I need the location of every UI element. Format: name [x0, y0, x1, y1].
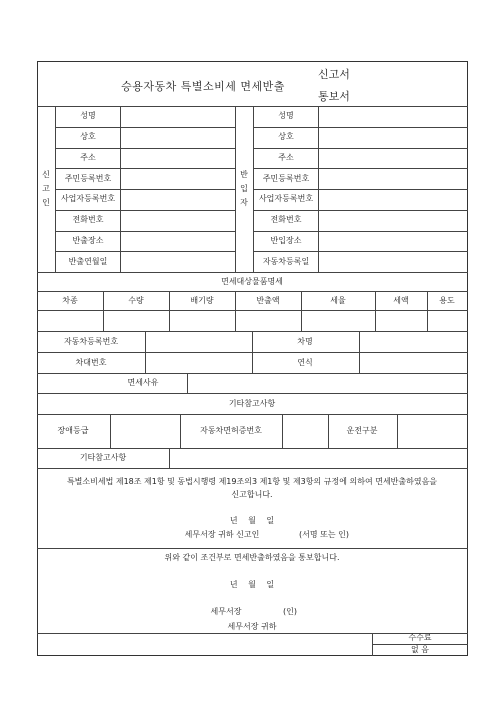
office-head: 세무서장 [210, 607, 242, 616]
notice-text: 위와 같이 조건부로 면세반출하였음을 통보합니다. [164, 553, 340, 562]
rule [282, 414, 283, 448]
rule [37, 448, 468, 449]
fee-label: 수수료 [408, 633, 432, 642]
col-tax-rate: 세율 [330, 296, 346, 305]
rule [37, 310, 468, 311]
report-date: 년 월 일 [229, 516, 275, 525]
right-field-company: 상호 [278, 132, 294, 141]
signature-note: (서명 또는 인) [299, 530, 349, 539]
rule [37, 272, 468, 273]
disability-grade-label: 장애등급 [57, 426, 89, 435]
rule [169, 291, 170, 331]
left-field-address: 주소 [80, 153, 96, 162]
left-field-release-place: 반출장소 [72, 236, 104, 245]
license-no-label: 자동차면허증번호 [200, 426, 262, 435]
driver-class-label: 운전구분 [346, 426, 378, 435]
reporter-signature-line: 세무서장 귀하 신고인 [184, 530, 260, 539]
right-field-business-no: 사업자등록번호 [258, 194, 314, 203]
rule [253, 231, 468, 232]
rule [253, 148, 468, 149]
rule [301, 291, 302, 331]
other-ref-label: 기타참고사항 [79, 453, 127, 462]
importer-label: 반입자 [240, 170, 248, 207]
right-field-import-place: 반입장소 [270, 236, 302, 245]
rule [253, 127, 468, 128]
left-field-phone: 전화번호 [72, 215, 104, 224]
rule [253, 210, 468, 211]
right-field-address: 주소 [278, 153, 294, 162]
model-year-label: 연식 [297, 358, 313, 367]
right-field-phone: 전화번호 [270, 215, 302, 224]
notice-date: 년 월 일 [229, 580, 275, 589]
rule [37, 373, 468, 374]
rule [37, 548, 468, 549]
statement-line-2: 신고합니다. [231, 490, 273, 499]
rule [253, 168, 468, 169]
seal-mark: (인) [283, 607, 297, 616]
exemption-reason-label: 면세사유 [127, 378, 159, 387]
rule [110, 414, 111, 448]
form-title: 승용자동차 특별소비세 면세반출 [121, 80, 285, 93]
left-field-company: 상호 [80, 132, 96, 141]
car-name-label: 차명 [297, 337, 313, 346]
rule [235, 106, 236, 272]
rule [253, 189, 468, 190]
statement-line-1: 특별소비세법 제18조 제1항 및 동법시행령 제19조의3 제1항 및 제3항의 규정에 의하여 면세반출하였음을 [66, 477, 438, 486]
rule [55, 168, 235, 169]
left-field-name: 성명 [80, 111, 96, 120]
col-release-amount: 반출액 [256, 296, 280, 305]
rule [187, 373, 188, 394]
right-field-name: 성명 [278, 111, 294, 120]
col-vehicle-type: 차종 [62, 296, 78, 305]
vehicle-reg-no-label: 자동차등록번호 [63, 337, 119, 346]
rule [180, 414, 181, 448]
rule [397, 414, 398, 448]
rule [328, 414, 329, 448]
rule [427, 291, 428, 331]
rule [55, 251, 235, 252]
rule [55, 189, 235, 190]
rule [37, 352, 468, 353]
rule [37, 291, 468, 292]
rule [37, 468, 468, 469]
rule [37, 633, 468, 634]
left-field-resident-no: 주민등록번호 [64, 174, 112, 183]
left-field-release-date: 반출연월일 [68, 257, 108, 266]
col-quantity: 수량 [128, 296, 144, 305]
rule [375, 291, 376, 331]
items-header: 면세대상물품명세 [221, 277, 283, 286]
rule [103, 291, 104, 331]
rule [235, 291, 236, 331]
chassis-no-label: 차대번호 [75, 358, 107, 367]
report-type-2: 통보서 [318, 90, 350, 103]
rule [169, 448, 170, 468]
rule [55, 231, 235, 232]
rule [37, 414, 468, 415]
right-field-resident-no: 주민등록번호 [262, 174, 310, 183]
left-field-business-no: 사업자등록번호 [60, 194, 116, 203]
rule [55, 148, 235, 149]
col-tax-amount: 세액 [393, 296, 409, 305]
rule [37, 393, 468, 394]
other-ref-header: 기타참고사항 [228, 399, 276, 408]
rule [55, 127, 235, 128]
fee-value: 없 음 [411, 645, 429, 654]
report-type-1: 신고서 [318, 68, 350, 81]
col-displacement: 배기량 [190, 296, 214, 305]
to-office: 세무서장 귀하 [227, 622, 277, 631]
rule [253, 251, 468, 252]
col-purpose: 용도 [439, 296, 455, 305]
rule [55, 210, 235, 211]
right-field-registration-date: 자동차등록일 [262, 257, 310, 266]
reporter-label: 신고인 [42, 170, 50, 207]
